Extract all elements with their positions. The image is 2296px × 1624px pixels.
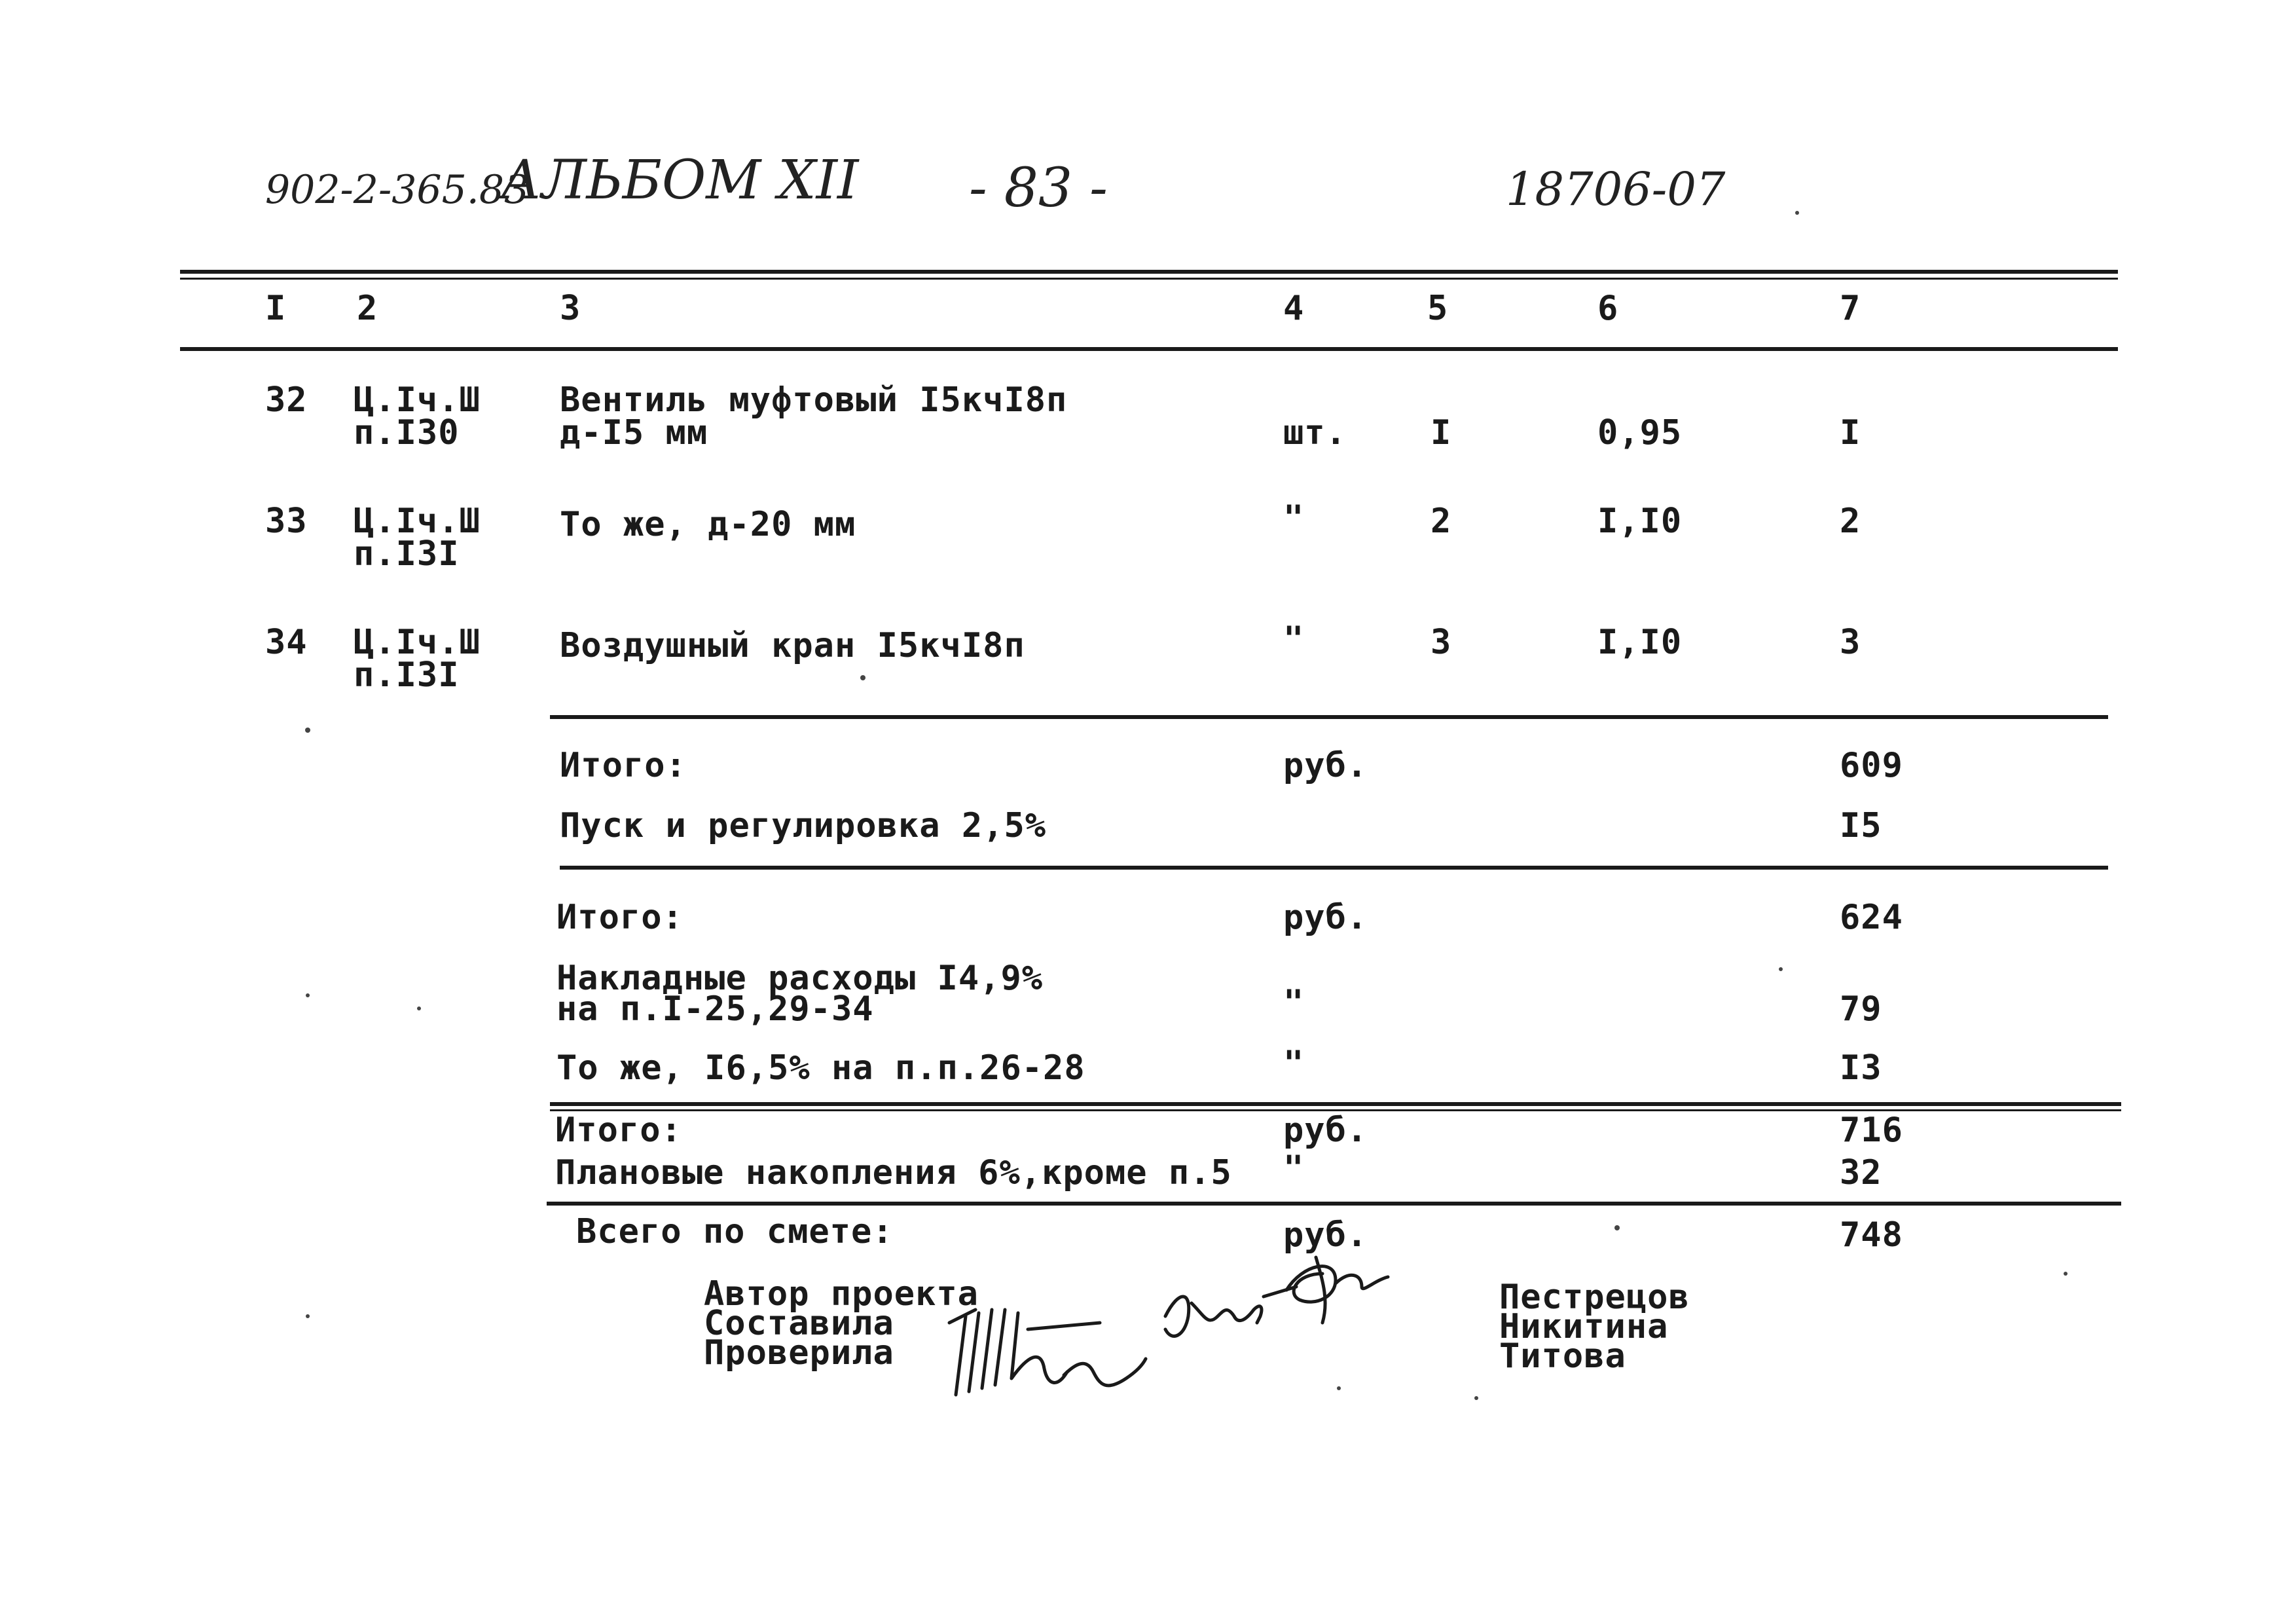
signature-name-compiled: Никитина: [1499, 1307, 1669, 1346]
row-total: 3: [1840, 623, 1861, 662]
row-quantity: 3: [1430, 623, 1452, 662]
row-description: Воздушный кран I5кчI8п: [560, 626, 1025, 665]
signature-role-author: Автор проекта: [704, 1274, 979, 1314]
row-price: I,I0: [1597, 623, 1683, 662]
row-description-detail: д-I5 мм: [560, 413, 708, 452]
summary-unit: ": [1283, 1044, 1305, 1083]
signature-role-checked: Проверила: [704, 1333, 894, 1373]
row-reference: Ц.Iч.Ш: [354, 623, 481, 662]
column-header-5: 5: [1427, 289, 1449, 328]
summary-label: Плановые накопления 6%,кроме п.5: [555, 1153, 1232, 1192]
summary-unit: ": [1283, 1149, 1305, 1188]
summary-label-detail: на п.I-25,29-34: [556, 989, 874, 1029]
row-total: 2: [1840, 502, 1861, 541]
summary-value: I3: [1840, 1048, 1882, 1088]
row-reference: Ц.Iч.Ш: [354, 380, 481, 420]
order-number: 18706-07: [1506, 162, 1726, 216]
page-number: - 83 -: [969, 157, 1108, 219]
row-total: I: [1840, 413, 1861, 452]
summary-unit: ": [1283, 983, 1305, 1022]
row-reference-item: п.I3I: [354, 655, 460, 695]
row-unit: шт.: [1283, 413, 1347, 452]
summary-unit: руб.: [1283, 746, 1368, 785]
summary-label: Итого:: [555, 1111, 682, 1150]
row-description: То же, д-20 мм: [560, 505, 856, 544]
column-header-1: I: [265, 289, 287, 328]
document-code: 902-2-365.83: [265, 167, 530, 213]
row-reference: Ц.Iч.Ш: [354, 502, 481, 541]
row-quantity: 2: [1430, 502, 1452, 541]
summary-value: 32: [1840, 1153, 1882, 1192]
album-label: АЛЬБОМ XII: [501, 149, 859, 212]
summary-label: Итого:: [556, 898, 683, 937]
summary-value: 609: [1840, 746, 1903, 785]
summary-value: 79: [1840, 989, 1882, 1029]
summary-label: Накладные расходы I4,9%: [556, 959, 1044, 998]
signature-role-compiled: Составила: [704, 1304, 894, 1343]
row-unit: ": [1283, 498, 1305, 538]
summary-value: 624: [1840, 898, 1903, 937]
row-quantity: I: [1430, 413, 1452, 452]
row-number: 34: [265, 623, 308, 662]
row-reference-item: п.I30: [354, 413, 460, 452]
signature-name-author: Пестрецов: [1499, 1278, 1690, 1317]
grand-total-label: Всего по смете:: [576, 1212, 894, 1251]
column-header-2: 2: [357, 289, 378, 328]
summary-label: Итого:: [560, 746, 687, 785]
row-number: 32: [265, 380, 308, 420]
summary-unit: руб.: [1283, 898, 1368, 937]
row-reference-item: п.I3I: [354, 534, 460, 574]
grand-total-unit: руб.: [1283, 1215, 1368, 1255]
row-price: 0,95: [1597, 413, 1683, 452]
column-header-7: 7: [1840, 289, 1861, 328]
column-header-6: 6: [1597, 289, 1619, 328]
row-description: Вентиль муфтовый I5кчI8п: [560, 380, 1068, 420]
summary-unit: руб.: [1283, 1111, 1368, 1150]
row-unit: ": [1283, 619, 1305, 659]
grand-total-value: 748: [1840, 1215, 1903, 1255]
summary-label: Пуск и регулировка 2,5%: [560, 806, 1047, 845]
column-header-4: 4: [1283, 289, 1305, 328]
signature-name-checked: Титова: [1499, 1337, 1626, 1376]
summary-label: То же, I6,5% на п.п.26-28: [556, 1048, 1085, 1088]
summary-value: I5: [1840, 806, 1882, 845]
row-price: I,I0: [1597, 502, 1683, 541]
summary-value: 716: [1840, 1111, 1903, 1150]
row-number: 33: [265, 502, 308, 541]
column-header-3: 3: [560, 289, 581, 328]
